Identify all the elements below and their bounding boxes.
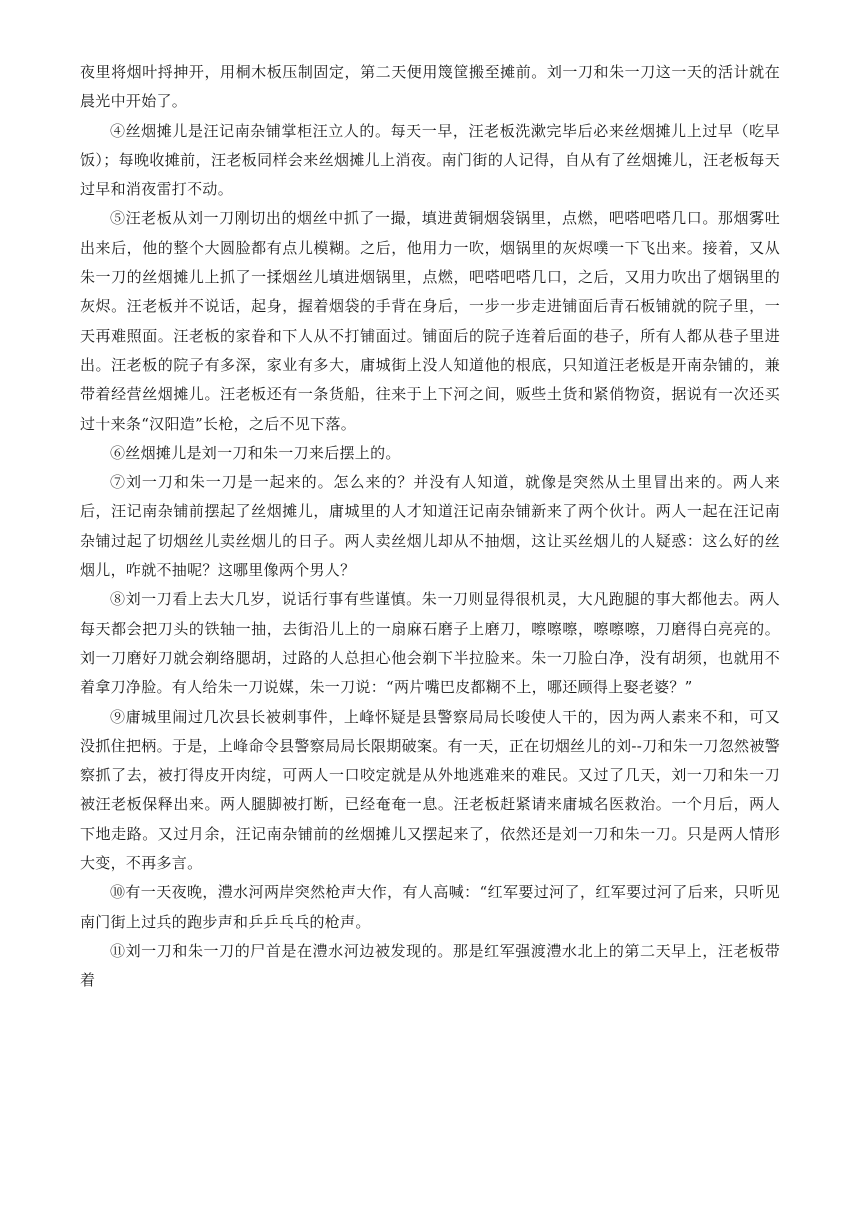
paragraph-4: ④丝烟摊儿是汪记南杂铺掌柜汪立人的。每天一早，汪老板洗漱完毕后必来丝烟摊儿上过早（吃早饭）；每晚收摊前，汪老板同样会来丝烟摊儿上消夜。南门街的人记得，自从有了丝烟摊儿，汪老板每天过早和消夜雷打不动。	[80, 121, 780, 199]
paragraph-11: ⑪刘一刀和朱一刀的尸首是在澧水河边被发现的。那是红军强渡澧水北上的第二天早上，汪老板带着	[80, 941, 780, 990]
paragraph-10: ⑩有一天夜晚，澧水河两岸突然枪声大作，有人高喊：“红军要过河了，红军要过河了后来，只听见南门街上过兵的跑步声和乒乒乓乓的枪声。	[80, 883, 780, 931]
paragraph-8: ⑧刘一刀看上去大几岁，说话行事有些谨慎。朱一刀则显得很机灵，大凡跑腿的事大都他去。两人每天都会把刀头的铁轴一抽，去街沿儿上的一扇麻石磨子上磨刀，嚓嚓嚓，嚓嚓嚓，刀磨得白亮亮的。刘一刀磨好刀就会剃络腮胡，过路的人总担心他会剃下半拉脸来。朱一刀脸白净，没有胡须，也就用不着拿刀净脸。有人给朱一刀说媒，朱一刀说：“两片嘴巴皮都糊不上，哪还顾得上娶老婆？”	[80, 590, 780, 697]
paragraph-9: ⑨庸城里闹过几次县长被刺事件，上峰怀疑是县警察局局长唆使人干的，因为两人素来不和，可又没抓住把柄。于是，上峰命令县警察局局长限期破案。有一天，正在切烟丝儿的刘--刀和朱一刀忽然被警察抓了去，被打得皮开肉绽，可两人一口咬定就是从外地逃难来的难民。又过了几天，刘一刀和朱一刀被汪老板保释出来。两人腿脚被打断，已经奄奄一息。汪老板赶紧请来庸城名医救治。一个月后，两人下地走路。又过月余，汪记南杂铺前的丝烟摊儿又摆起来了，依然还是刘一刀和朱一刀。只是两人情形大变，不再多言。	[80, 707, 780, 873]
paragraph-5: ⑤汪老板从刘一刀刚切出的烟丝中抓了一撮，填进黄铜烟袋锅里，点燃，吧嗒吧嗒几口。那烟雾吐出来后，他的整个大圆脸都有点儿模糊。之后，他用力一吹，烟锅里的灰烬噗一下飞出来。接着，又从朱一刀的丝烟摊儿上抓了一揉烟丝儿填进烟锅里，点燃，吧嗒吧嗒几口，之后，又用力吹出了烟锅里的灰烬。汪老板并不说话，起身，握着烟袋的手背在身后，一步一步走进铺面后青石板铺就的院子里，一天再难照面。汪老板的家眷和下人从不打铺面过。铺面后的院子连着后面的巷子，所有人都从巷子里进出。汪老板的院子有多深，家业有多大，庸城街上没人知道他的根底，只知道汪老板是开南杂铺的，兼带着经营丝烟摊儿。汪老板还有一条货船，往来于上下河之间，贩些土货和紧俏物资，据说有一次还买过十来条“汉阳造”长枪，之后不见下落。	[80, 209, 780, 433]
document-body	[80, 58, 780, 996]
paragraph-continuation: 夜里将烟叶捋抻开，用桐木板压制固定，第二天便用篾筐搬至摊前。刘一刀和朱一刀这一天的活计就在晨光中开始了。	[80, 63, 780, 111]
paragraph-7: ⑦刘一刀和朱一刀是一起来的。怎么来的？并没有人知道，就像是突然从土里冒出来的。两人来后，汪记南杂铺前摆起了丝烟摊儿，庸城里的人才知道汪记南杂铺新来了两个伙计。两人一起在汪记南杂铺过起了切烟丝儿卖丝烟儿的日子。两人卖丝烟儿却从不抽烟，这让买丝烟儿的人疑惑：这么好的丝烟儿，咋就不抽呢？这哪里像两个男人？	[80, 473, 780, 580]
paragraph-6: ⑥丝烟摊儿是刘一刀和朱一刀来后摆上的。	[110, 443, 401, 462]
